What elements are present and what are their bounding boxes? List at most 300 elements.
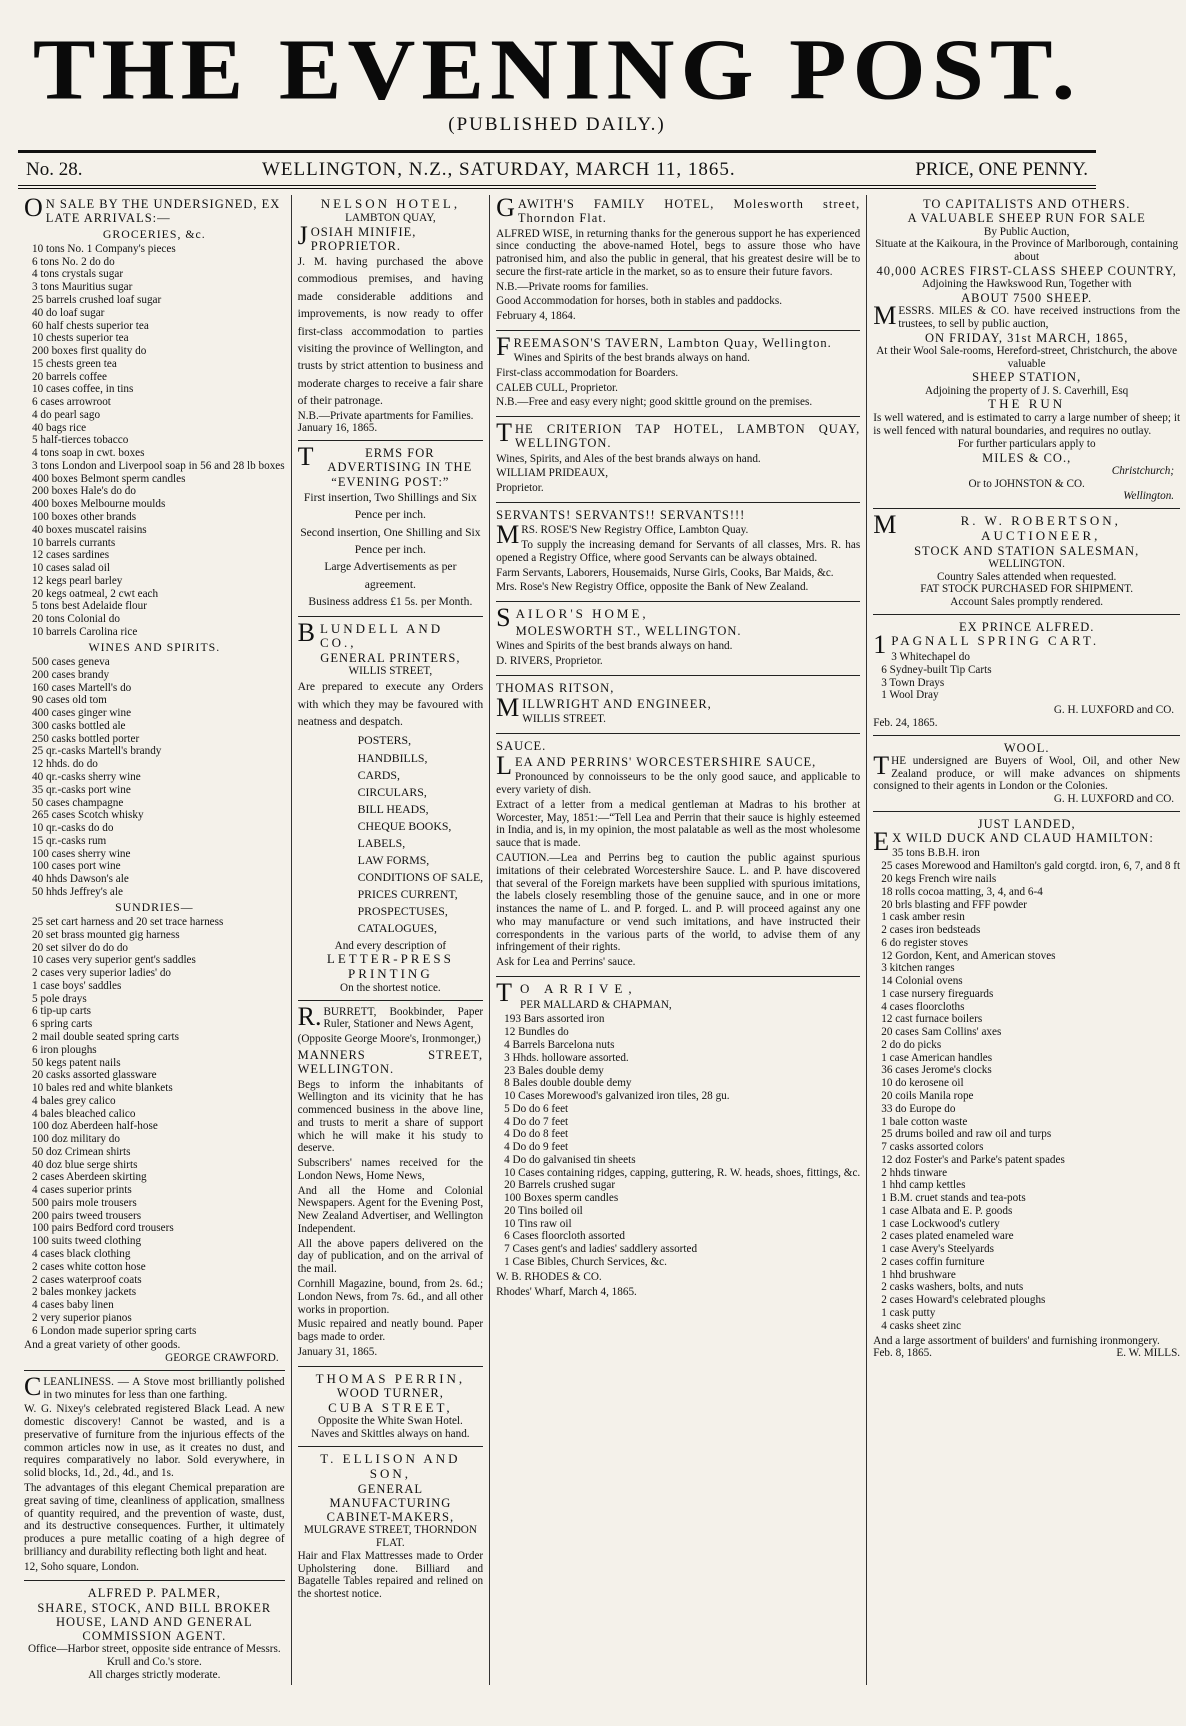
list-item: 3 tons Mauritius sugar xyxy=(32,281,133,294)
list-item: 4 tons crystals sugar xyxy=(32,268,124,281)
list-item: 3 kitchen ranges xyxy=(881,962,955,975)
list-item: 12 cases sardines xyxy=(32,549,110,562)
rob-sub: STOCK AND STATION SALESMAN, xyxy=(914,543,1140,558)
arrive-list xyxy=(496,1013,860,1268)
cap-run-body: Is well watered, and is estimated to carry a large number of sheep; it is well fenced with natural boundaries, and requires no outlay. xyxy=(873,412,1181,437)
palmer-address: Office—Harbor street, opposite side entrance of Messrs. Krull and Co.'s store. xyxy=(27,1643,281,1669)
sauce-p3: CAUTION.—Lea and Perrins beg to caution the public against spurious imitations of their celebrated Worcestershire Sauce. L. and P. have discovered that several of the Foreign markets have been supplied with spurious imitations, the labels closely resembling those of the genuine sauce, and in one or more instances the name of L. and P. forged. L. and P. will proceed against any one who may manufacture or vend such imitations, and have instructed their correspondents in the various parts of the world, to advise them of any infringement of their rights. xyxy=(496,852,861,954)
list-item: 200 boxes Hale's do do xyxy=(32,485,136,498)
list-item: 7 Cases gent's and ladies' saddlery assorted xyxy=(504,1243,698,1256)
wild-duck-advert xyxy=(873,817,1180,1365)
list-item: 4 cases superior prints xyxy=(32,1184,132,1197)
list-item: 1 Wool Dray xyxy=(881,689,939,702)
list-item: 1 bale cotton waste xyxy=(881,1115,968,1128)
gawith-head: GAWITH'S FAMILY HOTEL, Molesworth street, Thorndon Flat. xyxy=(496,193,861,226)
list-item: PROSPECTUSES, xyxy=(357,904,448,919)
duck-footer xyxy=(873,1347,1180,1360)
sale-advert xyxy=(24,193,285,1371)
list-item: 10 Cases Morewood's galvanized iron tiles, 28 gu. xyxy=(504,1090,730,1103)
freemason-nb: N.B.—Free and easy every night; good skittle ground on the premises. xyxy=(496,396,813,409)
criterion-head: THE CRITERION TAP HOTEL, LAMBTON QUAY, WELLINGTON. xyxy=(496,418,861,451)
list-item: 12 hhds. do do xyxy=(32,758,98,771)
sale-outro: And a great variety of other goods. xyxy=(24,1339,181,1352)
arrive-date: Rhodes' Wharf, March 4, 1865. xyxy=(496,1285,637,1298)
servants-advert xyxy=(496,508,860,602)
list-item: 7 casks assorted colors xyxy=(881,1141,984,1154)
list-item: 1 case nursery fireguards xyxy=(881,987,994,1000)
alfred-title: 1PAGNALL SPRING CART. xyxy=(873,630,1100,660)
blundell-every: And every description of xyxy=(334,939,447,952)
ritson-advert xyxy=(496,681,860,734)
cap-situate: Situate at the Kaikoura, in the Province of Marlborough, containing about xyxy=(875,238,1179,264)
prince-alfred-advert xyxy=(873,620,1180,736)
cap-property: Adjoining the property of J. S. Caverhill, Esq xyxy=(925,384,1129,397)
duck-date: Feb. 8, 1865. xyxy=(873,1347,932,1360)
dateline-rule xyxy=(18,185,1096,189)
duck-title: EX WILD DUCK AND CLAUD HAMILTON: xyxy=(873,827,1154,857)
sailors-body: Wines and Spirits of the best brands always on hand. xyxy=(496,640,733,653)
list-item: 3 Hhds. holloware assorted. xyxy=(504,1051,629,1064)
alfred-date: Feb. 24, 1865. xyxy=(873,716,938,729)
sauce-title: LEA AND PERRINS' WORCESTERSHIRE SAUCE, xyxy=(496,751,817,781)
perrin-advert xyxy=(298,1372,484,1447)
cap-by: By Public Auction, xyxy=(983,225,1070,238)
list-item: 20 brls blasting and FFF powder xyxy=(881,898,1027,911)
cap-further: For further particulars apply to xyxy=(957,437,1096,450)
nelson-nb: N.B.—Private apartments for Families. xyxy=(297,409,474,422)
dateline xyxy=(18,153,1096,185)
list-item: 1 Case Bibles, Church Services, &c. xyxy=(504,1256,667,1269)
perrin-naves: Naves and Skittles always on hand. xyxy=(311,1428,470,1441)
list-item: 40 qr.-casks sherry wine xyxy=(32,771,141,783)
duck-head: JUST LANDED, xyxy=(977,816,1076,831)
list-item: 200 cases brandy xyxy=(32,668,110,681)
cap-sheep: ABOUT 7500 SHEEP. xyxy=(961,290,1093,305)
duck-signature: E. W. MILLS. xyxy=(1116,1347,1181,1360)
list-item: 90 cases old tom xyxy=(32,694,107,707)
list-item: 20 casks assorted glassware xyxy=(32,1069,157,1082)
blundell-advert xyxy=(297,617,484,1001)
list-item: 6 London made superior spring carts xyxy=(32,1324,197,1337)
list-item: 100 pairs Bedford cord trousers xyxy=(32,1222,174,1235)
sundries-head: SUNDRIES— xyxy=(115,899,194,914)
list-item: 20 set silver do do do xyxy=(32,941,129,954)
cap-body: MESSRS. MILES & CO. have received instructions from the trustees, to sell by public auction, xyxy=(873,301,1181,331)
place-date: WELLINGTON, N.Z., SATURDAY, MARCH 11, 1865. xyxy=(262,159,736,180)
list-item: 20 cases Sam Collins' axes xyxy=(881,1026,1002,1039)
list-item: 200 boxes first quality do xyxy=(32,345,147,358)
list-item: HANDBILLS, xyxy=(357,750,428,765)
list-item: 50 doz Crimean shirts xyxy=(32,1145,131,1158)
list-item: 6 Cases floorcloth assorted xyxy=(504,1230,626,1243)
list-item: 200 pairs tweed trousers xyxy=(32,1209,142,1222)
list-item: 4 Do do galvanised tin sheets xyxy=(504,1153,636,1166)
palmer-title: SHARE, STOCK, AND BILL BROKER HOUSE, LAND AND GENERAL COMMISSION AGENT. xyxy=(37,1600,272,1644)
list-item: LAW FORMS, xyxy=(357,853,430,868)
arrive-signature: W. B. RHODES & CO. xyxy=(496,1270,602,1283)
alfred-head: EX PRINCE ALFRED. xyxy=(958,619,1095,634)
list-item: 400 boxes Belmont sperm candles xyxy=(32,472,186,485)
freemason-first: First-class accommodation for Boarders. xyxy=(496,366,679,379)
list-item: 2 bales monkey jackets xyxy=(32,1286,137,1299)
list-item: 10 cases very superior gent's saddles xyxy=(32,954,196,967)
arrive-advert xyxy=(496,977,861,1305)
list-item: 50 cases champagne xyxy=(32,796,124,809)
wool-signature: G. H. LUXFORD and CO. xyxy=(1053,793,1175,806)
list-item: 4 cases baby linen xyxy=(32,1299,114,1312)
list-item: 2 cases Aberdeen skirting xyxy=(32,1171,147,1184)
cap-station: SHEEP STATION, xyxy=(972,370,1082,385)
list-item: 20 barrels coffee xyxy=(32,370,107,383)
ritson-name: THOMAS RITSON, xyxy=(496,680,615,695)
list-item: 3 Whitechapel do xyxy=(891,651,970,664)
cap-acres: 40,000 ACRES FIRST-CLASS SHEEP COUNTRY, xyxy=(876,263,1177,278)
servants-head: SERVANTS! SERVANTS!! SERVANTS!!! xyxy=(496,507,746,522)
cap-run: THE RUN xyxy=(988,396,1066,412)
list-item: 5 pole drays xyxy=(32,992,87,1005)
list-item: 2 casks washers, bolts, and nuts xyxy=(881,1281,1024,1294)
list-item: 12 doz Foster's and Parke's patent spades xyxy=(881,1153,1065,1166)
list-item: 10 do kerosene oil xyxy=(881,1077,964,1090)
criterion-advert xyxy=(496,418,861,503)
wines-head: WINES AND SPIRITS. xyxy=(88,639,221,654)
list-item: 2 cases white cotton hose xyxy=(32,1260,146,1273)
list-item: 2 cases waterproof coats xyxy=(32,1273,142,1286)
list-item: 6 cases arrowroot xyxy=(32,396,111,409)
list-item: 3 tons London and Liverpool soap in 56 and 28 lb boxes xyxy=(32,459,285,472)
ellison-location: MULGRAVE STREET, THORNDON FLAT. xyxy=(303,1524,477,1550)
gawith-good: Good Accommodation for horses, both in stables and paddocks. xyxy=(496,295,782,308)
duck-outro: And a large assortment of builders' and furnishing ironmongery. xyxy=(873,1334,1160,1347)
burrett-opp: (Opposite George Moore's, Ironmonger,) xyxy=(297,1033,481,1046)
nelson-date: January 16, 1865. xyxy=(297,422,378,435)
cap-place: At their Wool Sale-rooms, Hereford-street, Christchurch, the above valuable xyxy=(876,344,1178,370)
rob-3: Account Sales promptly rendered. xyxy=(950,596,1104,609)
list-item: 12 Bundles do xyxy=(504,1026,569,1039)
gawith-advert xyxy=(496,193,861,331)
blundell-body: Are prepared to execute any Orders with which they may be favoured with neatness and despatch. xyxy=(297,680,484,729)
list-item: 100 cases sherry wine xyxy=(32,847,131,860)
nelson-head: NELSON HOTEL, xyxy=(320,196,461,211)
list-item: 60 half chests superior tea xyxy=(32,319,149,332)
list-item: 1 case boys' saddles xyxy=(32,979,122,992)
clean-address: 12, Soho square, London. xyxy=(24,1560,139,1573)
list-item: 193 Bars assorted iron xyxy=(504,1013,605,1026)
list-item: 10 barrels Carolina rice xyxy=(32,625,138,638)
list-item: 100 doz Aberdeen half-hose xyxy=(32,1120,158,1133)
list-item: PRICES CURRENT, xyxy=(357,887,458,902)
gawith-nb: N.B.—Private rooms for families. xyxy=(496,280,649,293)
duck-list xyxy=(873,847,1180,1332)
terms-head: TERMS FOR ADVERTISING IN THE “EVENING POST:” xyxy=(297,442,473,489)
burrett-music: Music repaired and neatly bound. Paper bags made to order. xyxy=(297,1318,484,1344)
list-item: 4 do pearl sago xyxy=(32,408,101,421)
masthead xyxy=(18,0,1096,118)
list-item: 4 bales grey calico xyxy=(32,1094,116,1107)
list-item: 6 iron ploughs xyxy=(32,1043,97,1056)
masthead-title: THE EVENING POST. xyxy=(32,22,1082,118)
list-item: 20 Barrels crushed sugar xyxy=(504,1179,616,1192)
alfred-list xyxy=(873,651,1180,702)
column-2 xyxy=(292,195,491,1685)
list-item: 12 Gordon, Kent, and American stoves xyxy=(881,949,1056,962)
nelson-location: LAMBTON QUAY, xyxy=(345,211,436,224)
rob-location: WELLINGTON. xyxy=(988,557,1065,570)
sailors-advert xyxy=(496,603,860,676)
list-item: 40 bags rice xyxy=(32,421,87,434)
list-item: 20 kegs oatmeal, 2 cwt each xyxy=(32,587,159,600)
list-item: 20 Tins boiled oil xyxy=(504,1204,583,1217)
list-item: 2 very superior pianos xyxy=(32,1311,132,1324)
list-item: 250 casks bottled porter xyxy=(32,732,140,745)
price: PRICE, ONE PENNY. xyxy=(915,159,1088,180)
list-item: 25 set cart harness and 20 set trace harness xyxy=(32,916,224,929)
list-item: 50 hhds Jeffrey's ale xyxy=(32,885,123,898)
sundries-list xyxy=(24,916,285,1337)
sauce-p2: Extract of a letter from a medical gentleman at Madras to his brother at Worcester, May, 1851:—“Tell Lea and Perrin that their sauce is highly esteemed in India, and is, in my opinion, the most palatable as well as the most wholesome sauce that is made. xyxy=(496,798,861,850)
arrive-head: TO ARRIVE, xyxy=(496,977,638,1007)
column-4 xyxy=(867,195,1186,1685)
list-item: 10 barrels currants xyxy=(32,536,116,549)
list-item: 3 Town Drays xyxy=(881,676,945,689)
terms-3: Large Advertisements as per agreement. xyxy=(324,560,457,591)
list-item: 40 doz blue serge shirts xyxy=(32,1158,138,1171)
palmer-charges: All charges strictly moderate. xyxy=(88,1668,221,1681)
ellison-advert xyxy=(298,1452,484,1606)
list-item: 25 drums boiled and raw oil and turps xyxy=(881,1128,1052,1141)
sale-intro: ON SALE BY THE UNDERSIGNED, EX LATE ARRIVALS:— xyxy=(24,193,281,226)
list-item: CONDITIONS OF SALE, xyxy=(357,870,484,885)
burrett-cornhill: Cornhill Magazine, bound, from 2s. 6d.; London News, from 7s. 6d., and all other works in proportion. xyxy=(297,1277,484,1316)
sauce-advert xyxy=(496,739,860,977)
list-item: 4 bales bleached calico xyxy=(32,1107,136,1120)
list-item: 100 boxes other brands xyxy=(32,511,137,524)
list-item: CIRCULARS, xyxy=(357,784,427,799)
rob-head: MR. W. ROBERTSON, AUCTIONEER, xyxy=(873,510,1121,543)
perrin-head: THOMAS PERRIN, xyxy=(315,1370,466,1386)
cap-head: TO CAPITALISTS AND OTHERS. xyxy=(922,197,1131,211)
groceries-head: GROCERIES, &c. xyxy=(102,226,206,241)
terms-2: Second insertion, One Shilling and Six Pence per inch. xyxy=(300,525,481,557)
burrett-advert xyxy=(297,1001,484,1367)
arrive-sub: PER MALLARD & CHAPMAN, xyxy=(520,998,672,1011)
nelson-proprietor: JOSIAH MINIFIE, PROPRIETOR. xyxy=(297,220,417,253)
list-item: 6 spring carts xyxy=(32,1018,93,1031)
clean-para-1: CLEANLINESS. — A Stove most brilliantly polished in two minutes for less than one farthing. xyxy=(24,1371,285,1401)
list-item: 33 do Europe do xyxy=(881,1102,956,1115)
ellison-trade: GENERAL MANUFACTURING CABINET-MAKERS, xyxy=(326,1481,455,1525)
terms-advert xyxy=(297,442,484,616)
list-item: 2 mail double seated spring carts xyxy=(32,1030,179,1043)
list-item: 10 chests superior tea xyxy=(32,332,129,345)
list-item: 265 cases Scotch whisky xyxy=(32,809,144,822)
list-item: 5 Do do 6 feet xyxy=(504,1102,569,1115)
groceries-list xyxy=(24,243,285,639)
list-item: 400 boxes Melbourne moulds xyxy=(32,498,166,511)
list-item: 23 Bales double demy xyxy=(504,1064,604,1077)
list-item: 6 Sydney-built Tip Carts xyxy=(881,663,992,676)
masthead-subtitle: (PUBLISHED DAILY.) xyxy=(448,114,666,135)
burrett-agent: And all the Home and Colonial Newspapers. Agent for the Evening Post, New Zealand Advertiser, and Wellington Independent. xyxy=(297,1184,484,1235)
blundell-head: BLUNDELL AND CO., xyxy=(297,617,444,651)
list-item: 100 doz military do xyxy=(32,1133,120,1146)
blundell-items xyxy=(298,732,484,937)
cap-miles: MILES & CO., xyxy=(982,450,1072,465)
list-item: 1 case American handles xyxy=(881,1051,993,1064)
list-item: 5 tons best Adelaide flour xyxy=(32,600,147,613)
list-item: 50 kegs patent nails xyxy=(32,1056,121,1069)
list-item: 35 qr.-casks port wine xyxy=(32,783,131,796)
list-item: 1 hhd camp kettles xyxy=(881,1179,966,1192)
list-item: 1 case Avery's Steelyards xyxy=(881,1243,994,1256)
capitalists-advert xyxy=(873,197,1180,509)
list-item: 10 qr.-casks do do xyxy=(32,822,114,835)
criterion-name: WILLIAM PRIDEAUX, xyxy=(496,467,608,480)
list-item: 6 do register stoves xyxy=(881,936,968,949)
sailors-signature: D. RIVERS, Proprietor. xyxy=(496,654,603,667)
list-item: 4 tons soap in cwt. boxes xyxy=(32,447,145,460)
wool-head: WOOL. xyxy=(1003,740,1050,755)
burrett-date: January 31, 1865. xyxy=(297,1345,378,1358)
rob-2: FAT STOCK PURCHASED FOR SHIPMENT. xyxy=(920,583,1134,596)
perrin-location: CUBA STREET, xyxy=(328,1399,453,1415)
cap-date: ON FRIDAY, 31st MARCH, 1865, xyxy=(924,330,1129,345)
list-item: 100 Boxes sperm candles xyxy=(504,1192,619,1205)
list-item: 500 pairs mole trousers xyxy=(32,1196,137,1209)
list-item: 10 tons No. 1 Company's pieces xyxy=(32,242,176,255)
servants-body: MRS. ROSE'S New Registry Office, Lambton Quay. xyxy=(496,520,749,550)
clean-para-2: W. G. Nixey's celebrated registered Black Lead. A new domestic discovery! Cannot be wasted, and is a preservative of furniture from the injurious effects of the common articles now in use, as it creates no dust, and requires comparatively no labor. Sold everywhere, in solid blocks, 1d., 2d., 4d., and 1s. xyxy=(24,1403,285,1480)
ritson-trade: MILLWRIGHT AND ENGINEER, xyxy=(496,692,712,722)
palmer-name: ALFRED P. PALMER, xyxy=(87,1586,221,1601)
list-item: 4 Do do 8 feet xyxy=(504,1128,569,1141)
list-item: 25 qr.-casks Martell's brandy xyxy=(32,745,162,758)
list-item: 10 cases salad oil xyxy=(32,562,110,575)
list-item: 10 cases coffee, in tins xyxy=(32,383,134,396)
ellison-body: Hair and Flax Mattresses made to Order Upholstering done. Billiard and Bagatelle Tables repaired and relined on the shortest notice. xyxy=(297,1549,484,1601)
burrett-subscribers: Subscribers' names received for the London News, Home News, xyxy=(297,1157,484,1182)
list-item: 2 cases Howard's celebrated ploughs xyxy=(881,1294,1046,1307)
sailors-location: MOLESWORTH ST., WELLINGTON. xyxy=(515,623,742,638)
list-item: CHEQUE BOOKS, xyxy=(357,818,452,833)
list-item: CATALOGUES, xyxy=(357,921,437,936)
list-item: 25 barrels crushed loaf sugar xyxy=(32,294,162,306)
clean-para-3: The advantages of this elegant Chemical preparation are great saving of time, cleanliness of application, smallness of quantity required, and the prevention of waste, dust, and its destructive consequences. Further, it ultimately produces a pure metallic coating of a high degree of brilliancy and durability reflecting both light and heat. xyxy=(24,1482,285,1558)
list-item: CARDS, xyxy=(357,767,400,782)
list-item: 40 boxes muscatel raisins xyxy=(32,523,147,536)
gawith-date: February 4, 1864. xyxy=(496,310,576,323)
list-item: 4 cases floorcloths xyxy=(881,1000,965,1013)
list-item: 18 rolls cocoa matting, 3, 4, and 6-4 xyxy=(881,885,1043,898)
ritson-location: WILLIS STREET. xyxy=(522,713,606,726)
sauce-head: SAUCE. xyxy=(496,738,547,753)
sauce-p1: Pronounced by connoisseurs to be the only good sauce, and applicable to every variety of dish. xyxy=(496,771,861,797)
list-item: BILL HEADS, xyxy=(357,801,429,816)
blundell-press: LETTER-PRESS PRINTING xyxy=(326,951,454,982)
list-item: 35 tons B.B.H. iron xyxy=(892,847,980,860)
blundell-sub: GENERAL PRINTERS, xyxy=(320,651,461,666)
list-item: 2 hhds tinware xyxy=(881,1166,948,1179)
ellison-head: T. ELLISON AND SON, xyxy=(320,1450,461,1481)
list-item: 10 bales red and white blankets xyxy=(32,1082,173,1095)
list-item: 4 Do do 9 feet xyxy=(504,1141,569,1154)
list-item: 4 Do do 7 feet xyxy=(504,1115,569,1128)
list-item: 20 coils Manila rope xyxy=(881,1090,974,1102)
list-item: 4 cases black clothing xyxy=(32,1248,131,1260)
list-item: 40 hhds Dawson's ale xyxy=(32,873,129,886)
list-item: 12 cast furnace boilers xyxy=(881,1013,983,1026)
perrin-trade: WOOD TURNER, xyxy=(336,1386,444,1401)
list-item: 2 cases coffin furniture xyxy=(881,1255,985,1268)
sale-signature: GEORGE CRAWFORD. xyxy=(165,1352,279,1365)
blundell-location: WILLIS STREET, xyxy=(348,665,433,678)
freemason-advert xyxy=(496,331,860,417)
list-item: 15 qr.-casks rum xyxy=(32,834,107,847)
list-item: 25 cases Morewood and Hamilton's gald corgtd. iron, 6, 7, and 8 ft xyxy=(881,860,1181,873)
list-item: 2 cases plated enameled ware xyxy=(881,1230,1014,1243)
perrin-opp: Opposite the White Swan Hotel. xyxy=(317,1415,463,1428)
cap-adjoining: Adjoining the Hawkswood Run, Together with xyxy=(921,278,1132,291)
list-item: 20 kegs French wire nails xyxy=(881,872,997,885)
sailors-head: SAILOR'S HOME, xyxy=(496,603,649,633)
wool-body: THE undersigned are Buyers of Wool, Oil, and other New Zealand produce, or will make advances on shipments consigned to their agents in London or the Colonies. xyxy=(873,750,1181,793)
list-item: 15 chests green tea xyxy=(32,357,117,370)
cap-wellington: Wellington. xyxy=(1123,490,1175,503)
list-item: 1 case Lockwood's cutlery xyxy=(881,1217,1000,1230)
list-item: 4 Barrels Barcelona nuts xyxy=(504,1039,615,1051)
list-item: 10 Cases containing ridges, capping, guttering, R. W. heads, shoes, fittings, &c. xyxy=(504,1166,861,1179)
list-item: 400 cases ginger wine xyxy=(32,707,132,720)
column-1 xyxy=(18,195,292,1685)
list-item: 6 tons No. 2 do do xyxy=(32,255,115,268)
list-item: 500 cases geneva xyxy=(32,656,110,669)
list-item: 1 hhd brushware xyxy=(881,1268,956,1281)
servants-p1: To supply the increasing demand for Servants of all classes, Mrs. R. has opened a Registry Office, where good Servants can be always obtained. xyxy=(496,538,861,564)
list-item: 2 do do picks xyxy=(881,1038,942,1051)
burrett-mail: All the above papers delivered on the day of publication, and on the arrival of the mail. xyxy=(297,1237,484,1276)
nelson-body: J. M. having purchased the above commodious premises, and having made considerable additions and improvements, is now ready to offer first-class accommodation to parties visiting the province of Wellington, and trusts by strict attention to business and moderate charges to receive a fair share of their patronage. xyxy=(297,255,484,408)
rob-1: Country Sales attended when requested. xyxy=(937,570,1117,583)
list-item: 20 tons Colonial do xyxy=(32,613,120,626)
criterion-proprietor: Proprietor. xyxy=(496,482,544,495)
list-item: 6 tip-up carts xyxy=(32,1005,92,1018)
column-3 xyxy=(490,195,867,1685)
list-item: 10 Tins raw oil xyxy=(504,1217,572,1230)
cap-or: Or to JOHNSTON & CO. xyxy=(968,477,1085,490)
freemason-signature: CALEB CULL, Proprietor. xyxy=(496,381,618,394)
burrett-location: MANNERS STREET, WELLINGTON. xyxy=(297,1048,484,1077)
list-item: 2 cases iron bedsteads xyxy=(881,924,981,937)
list-item: LABELS, xyxy=(357,835,406,850)
list-item: 160 cases Martell's do xyxy=(32,681,132,694)
robertson-advert xyxy=(873,510,1180,615)
nelson-advert xyxy=(298,197,484,441)
list-item: 1 cask amber resin xyxy=(881,911,965,924)
list-item: 300 casks bottled ale xyxy=(32,719,126,732)
list-item: 1 cask putty xyxy=(881,1307,936,1320)
palmer-advert xyxy=(24,1586,285,1686)
list-item: POSTERS, xyxy=(357,733,412,748)
criterion-body: Wines, Spirits, and Ales of the best brands always on hand. xyxy=(496,452,761,465)
list-item: 2 cases very superior ladies' do xyxy=(32,967,172,980)
list-item: 8 Bales double double demy xyxy=(504,1077,632,1090)
issue-number: No. 28. xyxy=(26,159,83,180)
list-item: 100 cases port wine xyxy=(32,860,121,873)
list-item: 100 suits tweed clothing xyxy=(32,1235,142,1248)
servants-p3: Mrs. Rose's New Registry Office, opposite the Bank of New Zealand. xyxy=(496,581,809,594)
sauce-ask: Ask for Lea and Perrins' sauce. xyxy=(496,956,636,969)
blundell-notice: On the shortest notice. xyxy=(340,981,441,994)
